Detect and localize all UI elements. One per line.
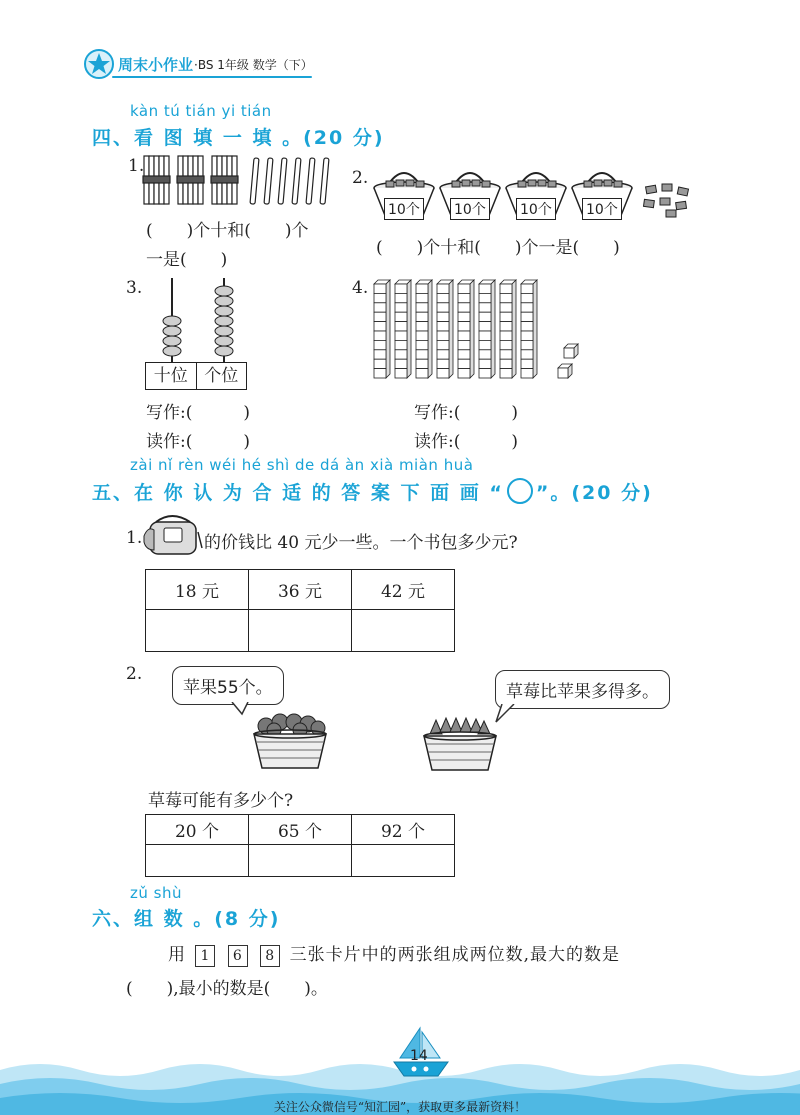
section6-suffix: 三张卡片中的两张组成两位数,最大的数是 (289, 945, 621, 965)
basket-1-label: 10个 (384, 198, 424, 220)
abacus-place-table (145, 362, 247, 390)
table-row (146, 610, 455, 652)
basket-2 (438, 162, 502, 222)
q3-read: 读作:( ) (146, 432, 250, 452)
option-42: 42 元 (352, 570, 455, 610)
ten-rod (458, 280, 474, 378)
card-8: 8 (260, 945, 280, 967)
section6-prefix: 用 (168, 945, 186, 965)
abacus-image (144, 276, 248, 362)
footer-note: 关注公众微信号“知汇园”，获取更多最新资料！ (273, 1100, 527, 1114)
unit-cube (558, 364, 572, 378)
q4-number: 4. (352, 278, 369, 298)
bundles-and-sticks-image (140, 152, 340, 208)
header-underline (112, 76, 312, 78)
ten-rod (500, 280, 516, 378)
q3-number: 3. (126, 278, 143, 298)
q1-number: 1. (128, 156, 145, 176)
q1-line2: 一是( ) (146, 250, 228, 270)
answer-cell[interactable] (146, 845, 249, 877)
apple-basket-icon (250, 708, 330, 772)
brand-title: 周末小作业 (118, 56, 194, 74)
option-20: 20 个 (146, 815, 249, 845)
q2-number: 2. (352, 168, 369, 188)
section5-title-row (92, 476, 653, 506)
backpack-icon (142, 512, 204, 558)
answer-cell[interactable] (249, 845, 352, 877)
page-number: 14 (410, 1048, 428, 1064)
ten-rod (521, 280, 537, 378)
strawberry-options-table (145, 814, 455, 877)
ten-rod (374, 280, 390, 378)
ten-rod (437, 280, 453, 378)
option-36: 36 元 (249, 570, 352, 610)
basket-4 (570, 162, 634, 222)
section4-pinyin: kàn tú tián yi tián (130, 102, 272, 120)
strawberry-speech-bubble: 草莓比苹果多得多。 (495, 670, 670, 709)
q3-write: 写作:( ) (146, 403, 250, 423)
header (82, 48, 322, 80)
section6-line2: ( ),最小的数是( )。 (126, 979, 328, 999)
basket-2-label: 10个 (450, 198, 490, 220)
base-ten-blocks-image (370, 278, 595, 382)
section5-pinyin: zài nǐ rèn wéi hé shì de dá àn xià miàn huà (130, 456, 474, 474)
q4-write: 写作:( ) (414, 403, 518, 423)
price-options-table (145, 569, 455, 652)
answer-cell[interactable] (352, 610, 455, 652)
ten-rod (479, 280, 495, 378)
star-logo-icon (82, 48, 116, 80)
basket-1 (372, 162, 436, 222)
table-row (146, 845, 455, 877)
basket-4-label: 10个 (582, 198, 622, 220)
q2-text: ( )个十和( )个一是( ) (376, 238, 620, 258)
ten-rod (395, 280, 411, 378)
ones-label: 个位 (204, 366, 239, 386)
s5-q1-text: 的价钱比 40 元少一些。一个书包多少元? (204, 533, 518, 553)
option-92: 92 个 (352, 815, 455, 845)
loose-items-icon (642, 182, 694, 218)
table-row (146, 570, 455, 610)
answer-cell[interactable] (249, 610, 352, 652)
card-6: 6 (228, 945, 248, 967)
option-18: 18 元 (146, 570, 249, 610)
edition-label: ·BS 1年级 数学（下） (194, 58, 313, 72)
basket-3-label: 10个 (516, 198, 556, 220)
unit-cube (564, 344, 578, 358)
section6-title: 六、组 数 。(8 分) (92, 908, 281, 930)
section6-pinyin: zǔ shù (130, 884, 182, 902)
apple-speech-bubble: 苹果55个。 (172, 666, 284, 705)
section5-title-end: ”。(20 分) (535, 481, 653, 504)
section4-title: 四、看 图 填 一 填 。(20 分) (92, 127, 385, 149)
section6-line1 (168, 940, 620, 967)
answer-circle-icon (507, 478, 533, 504)
ten-rod (416, 280, 432, 378)
tens-label: 十位 (146, 363, 197, 389)
section5-title: 五、在 你 认 为 合 适 的 答 案 下 面 画 “ (92, 481, 504, 504)
s5-q1-number: 1. (126, 528, 143, 548)
answer-cell[interactable] (352, 845, 455, 877)
q1-line1: ( )个十和( )个 (146, 221, 309, 241)
answer-cell[interactable] (146, 610, 249, 652)
s5-q2-question: 草莓可能有多少个? (148, 791, 294, 811)
q4-read: 读作:( ) (414, 432, 518, 452)
s5-q2-number: 2. (126, 664, 143, 684)
basket-3 (504, 162, 568, 222)
q2-baskets (370, 162, 700, 226)
strawberry-basket-icon (420, 710, 500, 774)
table-row (146, 815, 455, 845)
option-65: 65 个 (249, 815, 352, 845)
card-1: 1 (195, 945, 215, 967)
